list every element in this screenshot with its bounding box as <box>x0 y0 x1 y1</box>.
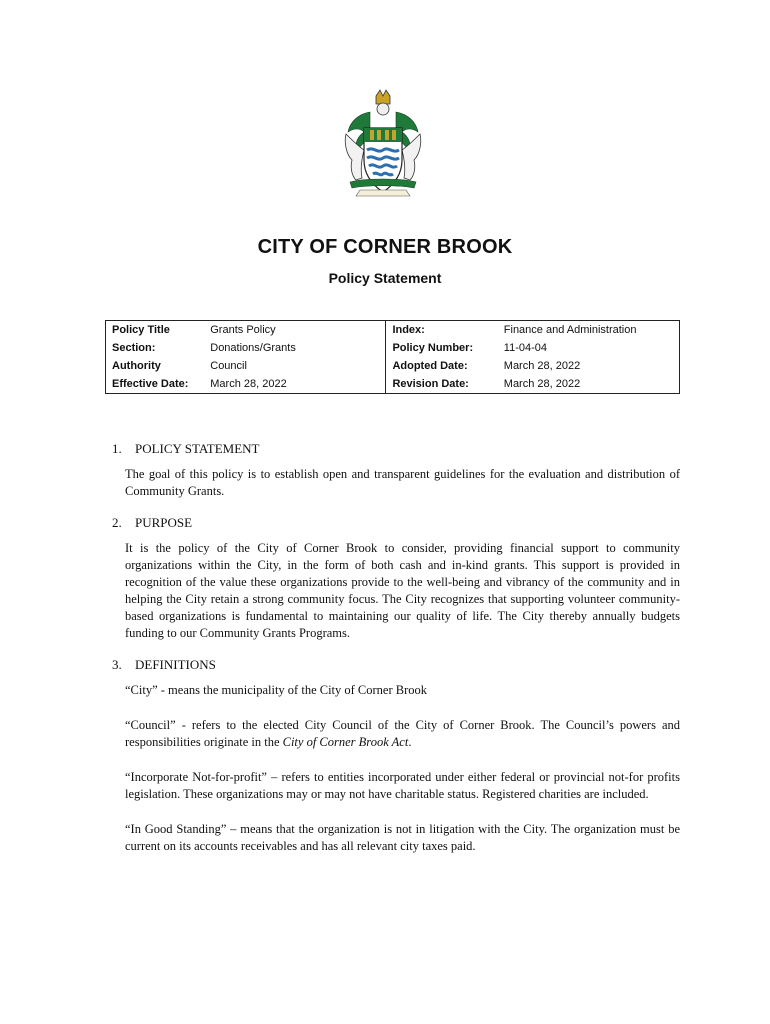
adopted-date-value: March 28, 2022 <box>503 360 581 372</box>
definition-not-for-profit: “Incorporate Not-for-profit” – refers to entities incorporated under either federal or provincial not-for profits legislation. These organizations may or may not have charitable status. Registered charities are included. <box>125 770 680 801</box>
effective-date-value: March 28, 2022 <box>204 375 386 394</box>
section-title: PURPOSE <box>135 515 193 530</box>
revision-date-value: March 28, 2022 <box>503 378 581 390</box>
table-row <box>106 375 680 394</box>
section-value: Donations/Grants <box>204 339 386 357</box>
table-row <box>106 339 680 357</box>
policy-title-label: Policy Title <box>112 324 170 336</box>
policy-title-value: Grants Policy <box>204 321 386 340</box>
definition-good-standing: “In Good Standing” – means that the organization is not in litigation with the City. The organization must be current on its accounts receivables and has all relevant city taxes paid. <box>125 822 680 853</box>
section-heading-purpose <box>112 514 680 531</box>
policy-number-value: 11-04-04 <box>503 342 547 354</box>
authority-value: Council <box>204 357 386 375</box>
definition-city: “City” - means the municipality of the City of Corner Brook <box>125 683 428 697</box>
policy-statement-paragraph: The goal of this policy is to establish open and transparent guidelines for the evaluation and distribution of Community Grants. <box>125 467 680 498</box>
act-citation: City of Corner Brook Act <box>282 735 409 749</box>
section-label: Section: <box>112 342 156 354</box>
city-crest-logo <box>340 88 426 200</box>
policy-metadata-table <box>105 320 680 394</box>
document-title: CITY OF CORNER BROOK <box>257 236 513 258</box>
revision-date-label: Revision Date: <box>392 378 469 390</box>
section-title: POLICY STATEMENT <box>135 441 260 456</box>
document-subtitle: Policy Statement <box>328 270 442 286</box>
effective-date-label: Effective Date: <box>112 378 189 390</box>
section-number: 3. <box>112 657 122 672</box>
index-value: Finance and Administration <box>503 324 637 336</box>
index-label: Index: <box>392 324 425 336</box>
section-number: 2. <box>112 515 122 530</box>
definition-council-end: . <box>408 735 412 749</box>
policy-number-label: Policy Number: <box>392 342 474 354</box>
section-heading-definitions <box>112 656 680 673</box>
table-row <box>106 321 680 340</box>
policy-body <box>112 440 680 855</box>
definition-council-text: “Council” - refers to the elected City Council of the City of Corner Brook. The Council’s powers and responsibilities originate in the <box>125 718 680 749</box>
section-title: DEFINITIONS <box>135 657 216 672</box>
table-row <box>106 357 680 375</box>
authority-label: Authority <box>112 360 161 372</box>
purpose-paragraph: It is the policy of the City of Corner Brook to consider, providing financial support to community organizations within the City, in the form of both cash and in-kind grants. This support is provided in recognition of the value these organizations provide to the well-being and vibrancy of the community and in helping the City retain a strong community focus. The City recognizes that supporting volunteer community-based organizations is fundamental to maintaining our quality of life. The City thereby annually budgets funding to our Community Grants Programs. <box>125 541 680 640</box>
section-number: 1. <box>112 441 122 456</box>
section-heading-policy-statement <box>112 440 680 457</box>
definition-council <box>125 717 680 751</box>
adopted-date-label: Adopted Date: <box>392 360 468 372</box>
